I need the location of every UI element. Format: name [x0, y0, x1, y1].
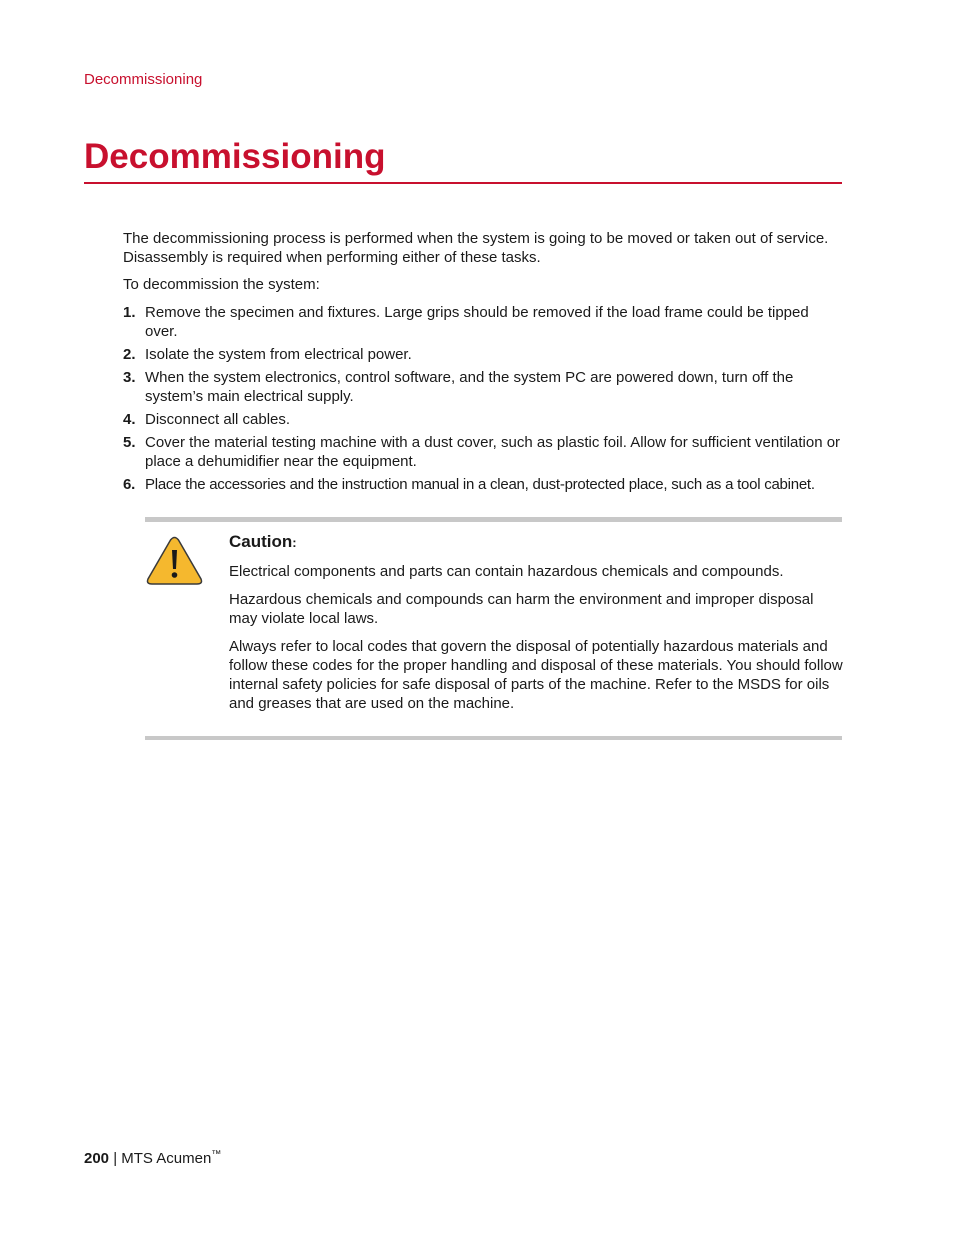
intro-lead-in: To decommission the system:: [123, 276, 320, 293]
step-text: Place the accessories and the instruction manual in a clean, dust-protected place, such as a tool cabinet.: [145, 476, 815, 493]
caution-box: [145, 517, 842, 740]
step-number: 6.: [123, 476, 136, 493]
step-text: Isolate the system from electrical power.: [145, 346, 412, 363]
warning-exclamation-icon: [146, 536, 203, 586]
step-item: [123, 368, 845, 406]
step-item: [123, 475, 845, 494]
step-number: 5.: [123, 434, 136, 451]
caution-content: [229, 532, 845, 722]
caution-title-text: Caution: [229, 532, 293, 551]
step-text: Disconnect all cables.: [145, 411, 291, 428]
step-text: Remove the specimen and fixtures. Large grips should be removed if the load frame could be tipped over.: [145, 304, 809, 340]
page-footer: [84, 1149, 221, 1167]
product-name: MTS Acumen: [121, 1150, 212, 1167]
caution-paragraph: Hazardous chemicals and compounds can harm the environment and improper disposal may violate local laws.: [229, 591, 814, 627]
step-item: [123, 303, 845, 341]
step-text: When the system electronics, control software, and the system PC are powered down, turn off the system’s main electrical supply.: [145, 369, 794, 405]
step-number: 4.: [123, 411, 136, 428]
step-item: [123, 433, 845, 471]
step-text: Cover the material testing machine with a dust cover, such as plastic foil. Allow for sufficient ventilation or place a dehumidifier near the equipment.: [145, 434, 841, 470]
page-title: Decommissioning: [84, 136, 842, 184]
procedure-steps: [123, 303, 845, 498]
step-item: [123, 345, 845, 364]
step-item: [123, 410, 845, 429]
caution-paragraph: Electrical components and parts can contain hazardous chemicals and compounds.: [229, 563, 784, 580]
caution-paragraph: Always refer to local codes that govern the disposal of potentially hazardous materials and follow these codes for the proper handling and disposal of these materials. You should follow internal safety policies for safe disposal of parts of the machine. Refer to the MSDS for oils and greases that are used on the machine.: [229, 638, 843, 712]
step-number: 2.: [123, 346, 136, 363]
step-number: 3.: [123, 369, 136, 386]
footer-separator: |: [109, 1150, 122, 1167]
intro-paragraph: The decommissioning process is performed when the system is going to be moved or taken out of service. Disassembly is required when performing either of these tasks.: [123, 230, 829, 266]
caution-title: [229, 532, 845, 553]
caution-title-colon: :: [292, 535, 297, 550]
trademark-symbol: ™: [211, 1149, 222, 1160]
page-number: 200: [84, 1150, 110, 1167]
step-number: 1.: [123, 304, 136, 321]
running-header: Decommissioning: [84, 71, 203, 88]
